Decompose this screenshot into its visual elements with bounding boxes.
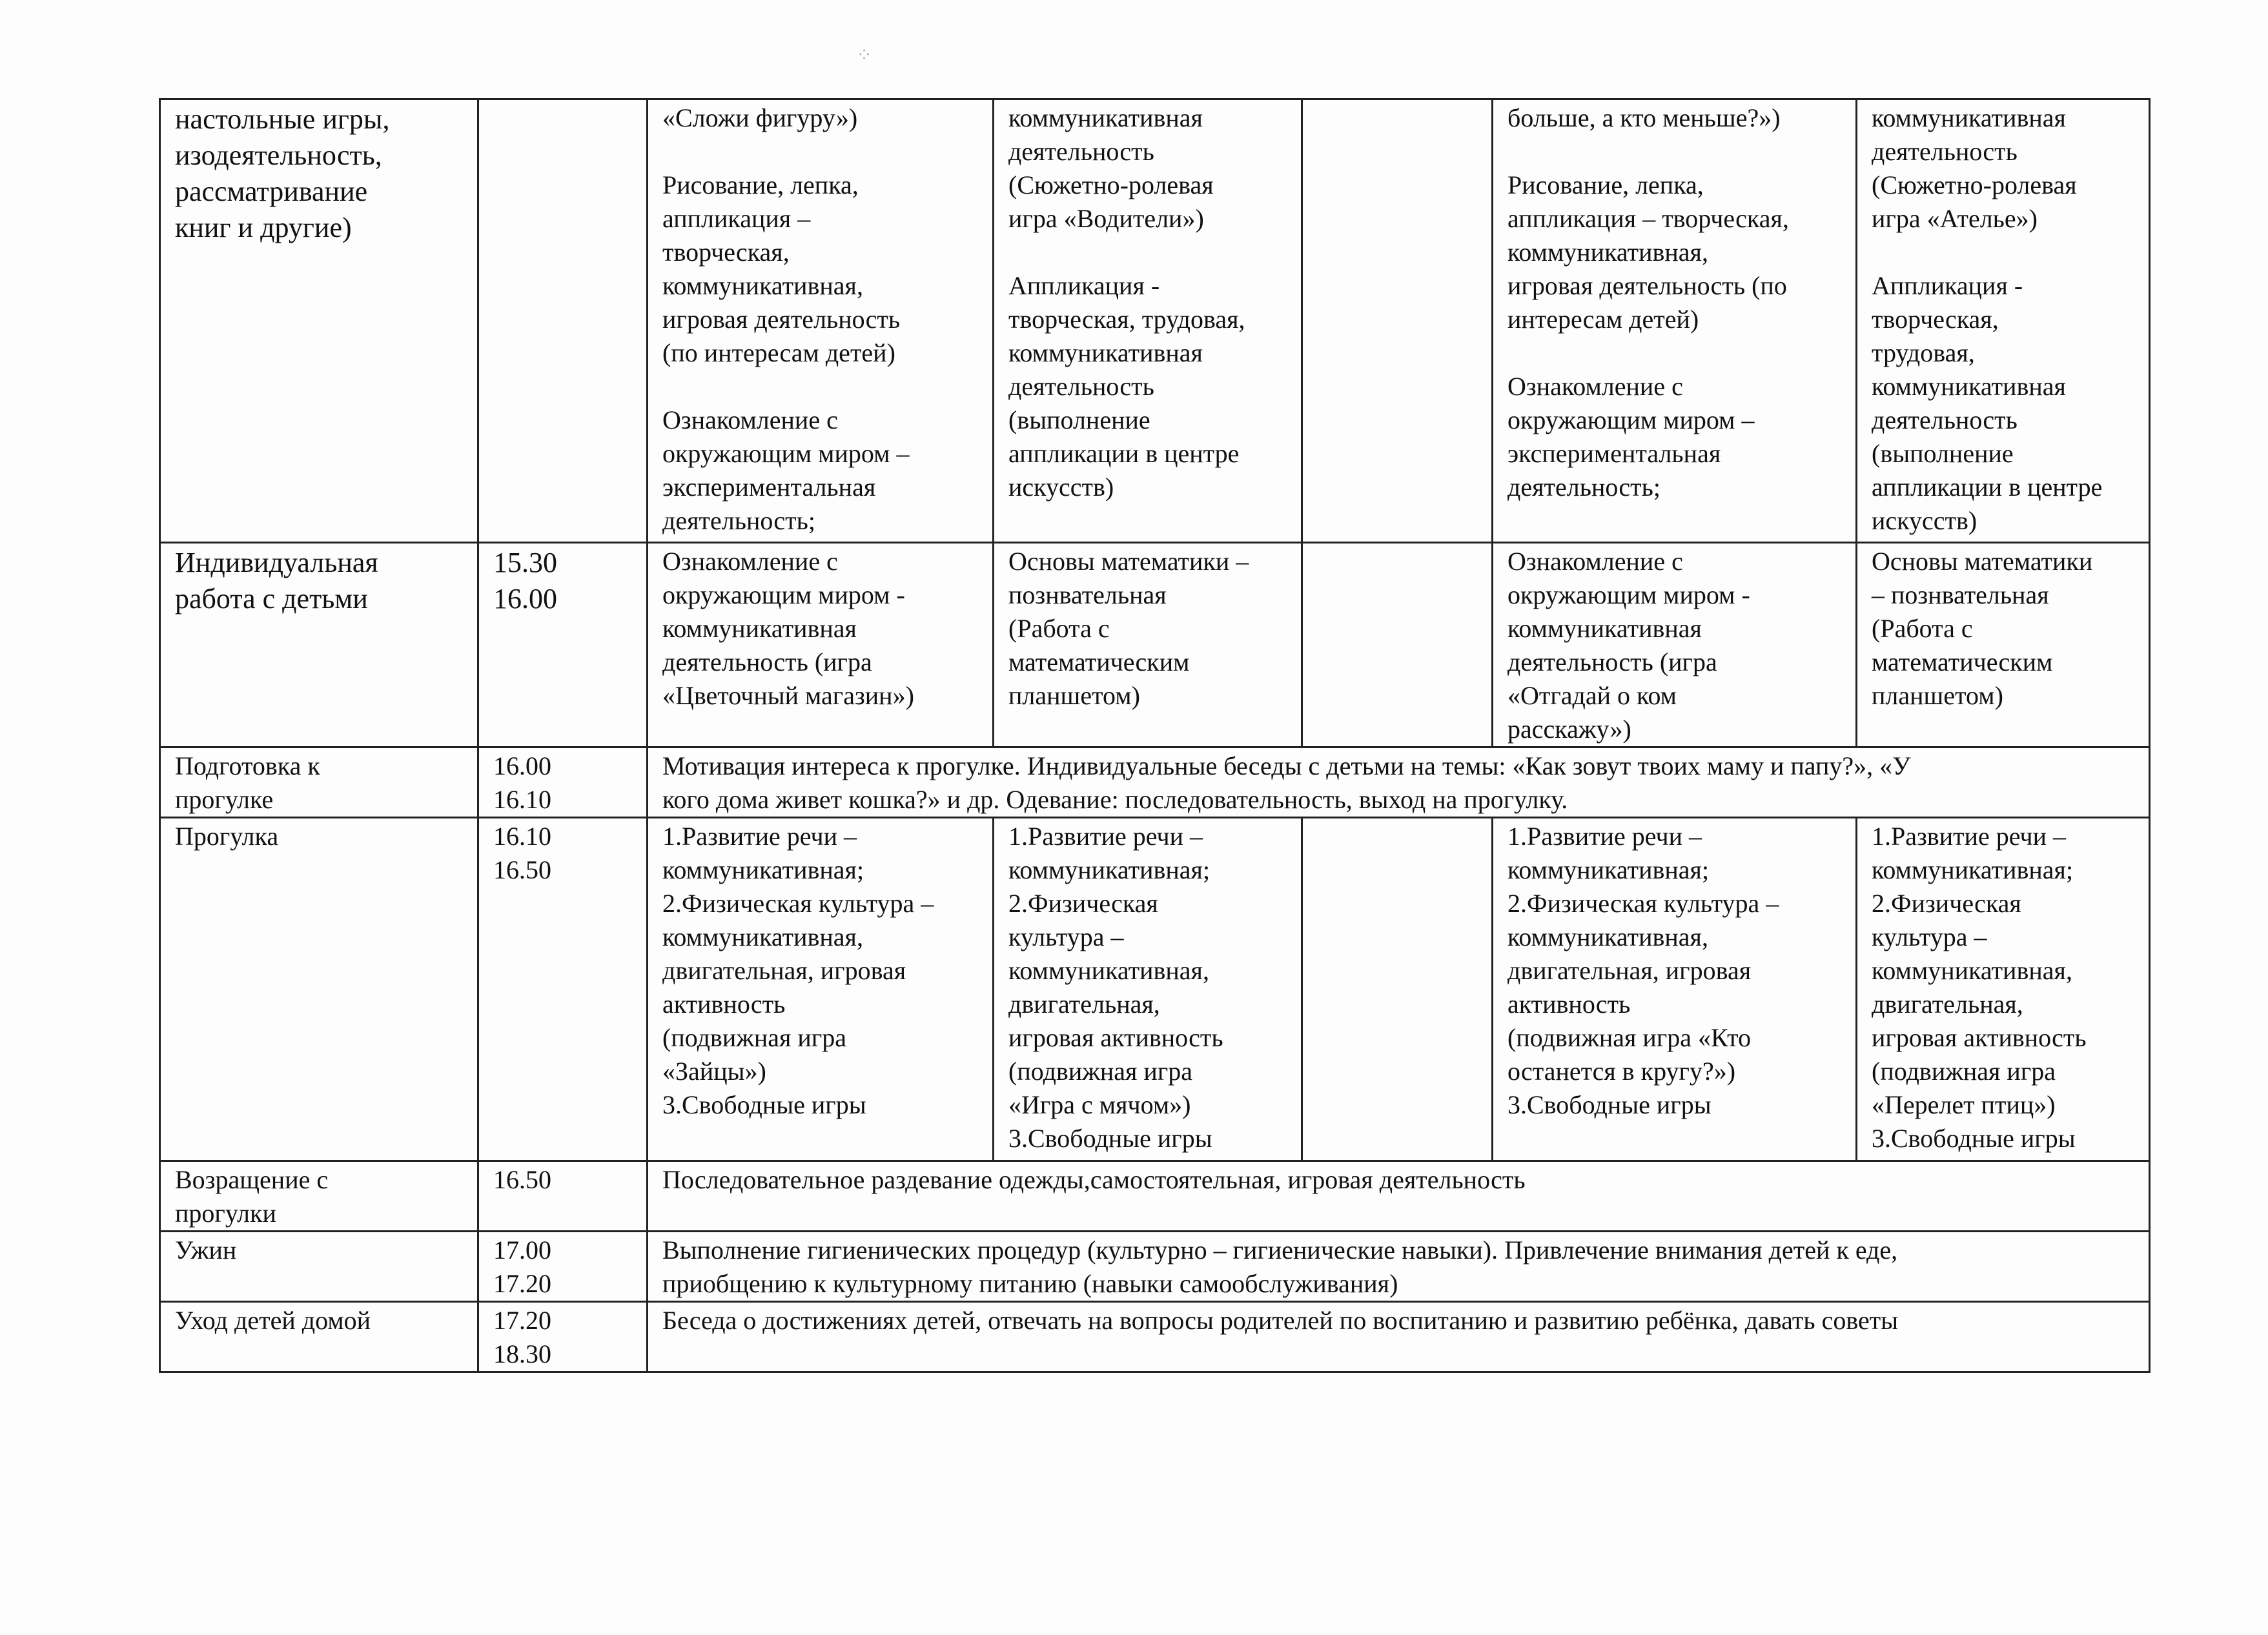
cell-line: (по интересам детей) — [662, 338, 895, 367]
day-cell-fri — [1857, 99, 2150, 543]
cell-line: планшетом) — [1008, 681, 1140, 710]
schedule-body — [160, 99, 2150, 1372]
cell-line: Рисование, лепка, — [662, 170, 859, 199]
cell-line: (подвижная игра — [1872, 1057, 2056, 1086]
cell-line: (подвижная игра — [662, 1023, 846, 1052]
blank-line — [662, 370, 985, 403]
combined-days-cell — [648, 1232, 2150, 1302]
cell-line: прогулке — [175, 785, 274, 814]
cell-line: окружающим миром – — [1507, 405, 1755, 434]
cell-line: 16.50 — [493, 855, 551, 884]
cell-line: прогулки — [175, 1199, 276, 1228]
cell-line: Индивидуальная — [175, 547, 378, 578]
cell-line: 17.00 — [493, 1235, 551, 1264]
cell-line: 15.30 — [493, 547, 557, 578]
cell-line: аппликации в центре — [1872, 472, 2103, 502]
cell-line: 1.Развитие речи – — [1872, 822, 2067, 851]
cell-line: игровая активность — [1008, 1023, 1223, 1052]
activity-cell — [160, 818, 478, 1161]
cell-line: Возращение с — [175, 1165, 329, 1194]
table-row — [160, 99, 2150, 543]
cell-line: Основы математики — [1872, 547, 2093, 576]
cell-line: Ужин — [175, 1235, 237, 1264]
time-cell — [478, 1161, 648, 1232]
cell-line: расскажу») — [1507, 715, 1631, 744]
cell-line: двигательная, игровая — [1507, 956, 1752, 985]
cell-line: «Сложи фигуру») — [662, 103, 858, 132]
cell-line: Прогулка — [175, 822, 279, 851]
cell-line: «Отгадай о ком — [1507, 681, 1677, 710]
cell-line: коммуникативная — [1507, 614, 1702, 643]
cell-line: деятельность (игра — [662, 647, 872, 676]
cell-line: игровая активность — [1872, 1023, 2087, 1052]
day-cell-wed — [1302, 543, 1493, 747]
cell-line: 16.50 — [493, 1165, 551, 1194]
cell-line: активность — [1507, 990, 1631, 1019]
cell-line: деятельность — [1008, 372, 1154, 401]
combined-days-cell — [648, 747, 2150, 818]
day-cell-wed — [1302, 818, 1493, 1161]
cell-line: (подвижная игра «Кто — [1507, 1023, 1752, 1052]
cell-line: игровая деятельность (по — [1507, 271, 1787, 300]
day-cell-wed — [1302, 99, 1493, 543]
cell-line: искусств) — [1872, 506, 1977, 535]
cell-line: приобщению к культурному питанию (навыки самообслуживания) — [662, 1269, 1398, 1298]
cell-line: Подготовка к — [175, 751, 320, 780]
blank-line — [1507, 336, 1848, 370]
cell-line: «Игра с мячом») — [1008, 1090, 1191, 1119]
cell-line: математическим — [1008, 647, 1190, 676]
activity-cell — [160, 1302, 478, 1372]
cell-line: настольные игры, — [175, 103, 390, 135]
time-cell — [478, 1232, 648, 1302]
table-row — [160, 1302, 2150, 1372]
cell-line: аппликация – — [662, 204, 811, 233]
combined-days-cell — [648, 1302, 2150, 1372]
cell-line: деятельность — [1872, 137, 2018, 166]
cell-line: Аппликация - — [1008, 271, 1160, 300]
cell-line: коммуникативная; — [1008, 855, 1211, 884]
table-row — [160, 818, 2150, 1161]
cell-line: 1.Развитие речи – — [662, 822, 857, 851]
cell-line: коммуникативная, — [1507, 238, 1708, 267]
cell-line: экспериментальная — [662, 472, 876, 502]
cell-line: Ознакомление с — [662, 547, 838, 576]
cell-line: творческая, — [662, 238, 790, 267]
day-cell-tue — [994, 99, 1302, 543]
cell-line: (выполнение — [1008, 405, 1150, 434]
day-cell-thu — [1493, 543, 1857, 747]
cell-line: коммуникативная — [1872, 103, 2066, 132]
cell-line: деятельность; — [662, 506, 815, 535]
cell-line: 2.Физическая культура – — [1507, 889, 1779, 918]
cell-line: Ознакомление с — [1507, 372, 1683, 401]
cell-line: окружающим миром - — [662, 580, 905, 609]
time-cell — [478, 99, 648, 543]
day-cell-mon — [648, 99, 994, 543]
cell-line: (Сюжетно-ролевая — [1872, 170, 2077, 199]
table-row — [160, 543, 2150, 747]
cell-line: Основы математики – — [1008, 547, 1249, 576]
cell-line: 2.Физическая — [1008, 889, 1158, 918]
day-cell-fri — [1857, 818, 2150, 1161]
cell-line: больше, а кто меньше?») — [1507, 103, 1781, 132]
cell-line: активность — [662, 990, 786, 1019]
cell-line: рассматривание — [175, 176, 368, 207]
cell-line: двигательная, — [1872, 990, 2023, 1019]
cell-line: Уход детей домой — [175, 1306, 371, 1335]
cell-line: искусств) — [1008, 472, 1114, 502]
cell-line: окружающим миром - — [1507, 580, 1750, 609]
cell-line: коммуникативная, — [1872, 956, 2072, 985]
cell-line: коммуникативная, — [1008, 956, 1209, 985]
cell-line: 18.30 — [493, 1339, 551, 1368]
day-cell-tue — [994, 543, 1302, 747]
cell-line: деятельность (игра — [1507, 647, 1717, 676]
cell-line: культура – — [1008, 922, 1124, 951]
cell-line: книг и другие) — [175, 212, 352, 243]
cell-line: деятельность — [1008, 137, 1154, 166]
cell-line: Ознакомление с — [662, 405, 838, 434]
cell-line: Аппликация - — [1872, 271, 2023, 300]
cell-line: Рисование, лепка, — [1507, 170, 1704, 199]
activity-cell — [160, 99, 478, 543]
cell-line: 2.Физическая культура – — [662, 889, 934, 918]
cell-line: (Сюжетно-ролевая — [1008, 170, 1214, 199]
day-cell-fri — [1857, 543, 2150, 747]
cell-line: кого дома живет кошка?» и др. Одевание: последовательность, выход на прогулку. — [662, 785, 1568, 814]
day-cell-thu — [1493, 818, 1857, 1161]
cell-line: игровая деятельность — [662, 305, 901, 334]
cell-line: планшетом) — [1872, 681, 2003, 710]
day-cell-tue — [994, 818, 1302, 1161]
cell-line: 16.10 — [493, 785, 551, 814]
day-cell-mon — [648, 543, 994, 747]
blank-line — [1872, 236, 2141, 269]
cell-line: творческая, — [1872, 305, 1999, 334]
cell-line: коммуникативная — [1008, 103, 1203, 132]
cell-line: аппликация – творческая, — [1507, 204, 1789, 233]
cell-line: 16.00 — [493, 583, 557, 614]
cell-line: трудовая, — [1872, 338, 1975, 367]
cell-line: коммуникативная; — [1507, 855, 1710, 884]
cell-line: коммуникативная; — [662, 855, 864, 884]
cell-line: 3.Свободные игры — [1008, 1124, 1212, 1153]
activity-cell — [160, 1232, 478, 1302]
blank-line — [1507, 135, 1848, 168]
cell-line: коммуникативная — [1872, 372, 2066, 401]
cell-line: 17.20 — [493, 1306, 551, 1335]
cell-line: (Работа с — [1872, 614, 1973, 643]
cell-line: останется в кругу?») — [1507, 1057, 1736, 1086]
cell-line: Ознакомление с — [1507, 547, 1683, 576]
cell-line: (выполнение — [1872, 439, 2014, 468]
activity-cell — [160, 747, 478, 818]
cell-line: игра «Водители») — [1008, 204, 1204, 233]
cell-line: «Перелет птиц») — [1872, 1090, 2056, 1119]
cell-line: 16.10 — [493, 822, 551, 851]
cell-line: деятельность — [1872, 405, 2018, 434]
blank-line — [662, 135, 985, 168]
time-cell — [478, 1302, 648, 1372]
cell-line: изодеятельность, — [175, 139, 382, 171]
cell-line: двигательная, — [1008, 990, 1160, 1019]
cell-line: Мотивация интереса к прогулке. Индивидуальные беседы с детьми на темы: «Как зовут твоих маму и папу?», «У — [662, 751, 1911, 780]
cell-line: деятельность; — [1507, 472, 1660, 502]
cell-line: окружающим миром – — [662, 439, 910, 468]
blank-line — [1008, 236, 1293, 269]
cell-line: игра «Ателье») — [1872, 204, 2038, 233]
cell-line: 1.Развитие речи – — [1507, 822, 1702, 851]
day-cell-mon — [648, 818, 994, 1161]
cell-line: интересам детей) — [1507, 305, 1699, 334]
cell-line: творческая, трудовая, — [1008, 305, 1245, 334]
cell-line: познвательная — [1008, 580, 1167, 609]
cell-line: 3.Свободные игры — [662, 1090, 866, 1119]
day-cell-thu — [1493, 99, 1857, 543]
cell-line: (Работа с — [1008, 614, 1110, 643]
cell-line: экспериментальная — [1507, 439, 1721, 468]
cell-line: 17.20 — [493, 1269, 551, 1298]
scan-speck: ⁘ — [856, 45, 873, 66]
time-cell — [478, 747, 648, 818]
cell-line: 3.Свободные игры — [1872, 1124, 2076, 1153]
cell-line: работа с детьми — [175, 583, 368, 614]
time-cell — [478, 543, 648, 747]
cell-line: 2.Физическая — [1872, 889, 2021, 918]
cell-line: «Зайцы») — [662, 1057, 766, 1086]
activity-cell — [160, 1161, 478, 1232]
time-cell — [478, 818, 648, 1161]
cell-line: Выполнение гигиенических процедур (культурно – гигиенические навыки). Привлечение внимания детей к еде, — [662, 1235, 1898, 1264]
cell-line: Последовательное раздевание одежды,самостоятельная, игровая деятельность — [662, 1165, 1526, 1194]
table-row — [160, 1232, 2150, 1302]
cell-line: 16.00 — [493, 751, 551, 780]
cell-line: математическим — [1872, 647, 2053, 676]
cell-line: коммуникативная, — [662, 922, 863, 951]
cell-line: 3.Свободные игры — [1507, 1090, 1711, 1119]
cell-line: «Цветочный магазин») — [662, 681, 914, 710]
table-row — [160, 747, 2150, 818]
cell-line: коммуникативная; — [1872, 855, 2074, 884]
cell-line: коммуникативная, — [1507, 922, 1708, 951]
cell-line: двигательная, игровая — [662, 956, 906, 985]
combined-days-cell — [648, 1161, 2150, 1232]
cell-line: – познвательная — [1872, 580, 2049, 609]
cell-line: культура – — [1872, 922, 1987, 951]
cell-line: аппликации в центре — [1008, 439, 1240, 468]
cell-line: (подвижная игра — [1008, 1057, 1192, 1086]
cell-line: коммуникативная, — [662, 271, 863, 300]
cell-line: коммуникативная — [1008, 338, 1203, 367]
cell-line: Беседа о достижениях детей, отвечать на вопросы родителей по воспитанию и развитию ребёнка, давать советы — [662, 1306, 1899, 1335]
activity-cell — [160, 543, 478, 747]
schedule-table — [159, 98, 2151, 1373]
table-row — [160, 1161, 2150, 1232]
cell-line: коммуникативная — [662, 614, 857, 643]
cell-line: 1.Развитие речи – — [1008, 822, 1203, 851]
